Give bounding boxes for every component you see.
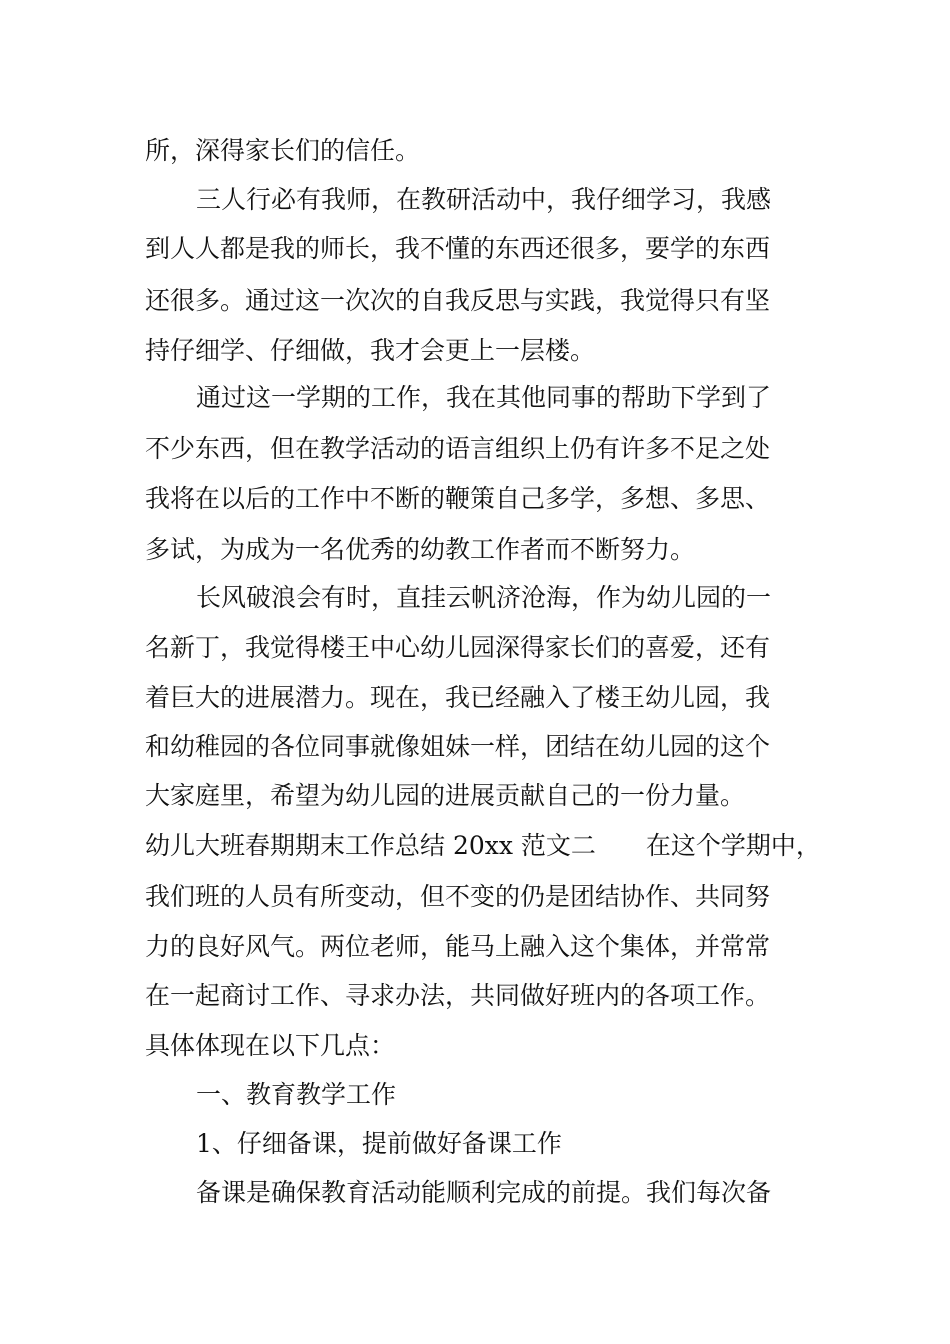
- text-line: 三人行必有我师，在教研活动中，我仔细学习，我感: [196, 185, 772, 214]
- text-line: 具体体现在以下几点：: [145, 1031, 396, 1060]
- subheading-line: 一、教育教学工作: [196, 1080, 397, 1109]
- text-line: 还很多。通过这一次次的自我反思与实践，我觉得只有坚: [145, 286, 771, 315]
- text-line: 所，深得家长们的信任。: [145, 136, 421, 165]
- text-line: 大家庭里，希望为幼儿园的进展贡献自己的一份力量。: [145, 781, 746, 810]
- text-line: 力的良好风气。两位老师，能马上融入这个集体，并常常: [145, 932, 771, 961]
- section-heading-line: 幼儿大班春期期末工作总结 20xx 范文二 在这个学期中，: [145, 831, 821, 860]
- text-line: 通过这一学期的工作，我在其他同事的帮助下学到了: [196, 383, 772, 412]
- text-line: 到人人都是我的师长，我不懂的东西还很多，要学的东西: [145, 234, 771, 263]
- text-line: 在一起商讨工作、寻求办法，共同做好班内的各项工作。: [145, 981, 771, 1010]
- text-line: 不少东西，但在教学活动的语言组织上仍有许多不足之处: [145, 434, 771, 463]
- text-line: 持仔细学、仔细做，我才会更上一层楼。: [145, 336, 596, 365]
- text-line: 名新丁，我觉得楼王中心幼儿园深得家长们的喜爱，还有: [145, 633, 771, 662]
- text-line: 我将在以后的工作中不断的鞭策自己多学，多想、多思、: [145, 484, 771, 513]
- text-line: 多试，为成为一名优秀的幼教工作者而不断努力。: [145, 535, 696, 564]
- subheading-line: 1、仔细备课，提前做好备课工作: [196, 1129, 562, 1158]
- text-line: 长风破浪会有时，直挂云帆济沧海，作为幼儿园的一: [196, 583, 772, 612]
- text-line: 我们班的人员有所变动，但不变的仍是团结协作、共同努: [145, 882, 771, 911]
- text-line: 备课是确保教育活动能顺利完成的前提。我们每次备: [196, 1178, 772, 1207]
- text-line: 着巨大的进展潜力。现在，我已经融入了楼王幼儿园，我: [145, 683, 771, 712]
- text-line: 和幼稚园的各位同事就像姐妹一样，团结在幼儿园的这个: [145, 732, 771, 761]
